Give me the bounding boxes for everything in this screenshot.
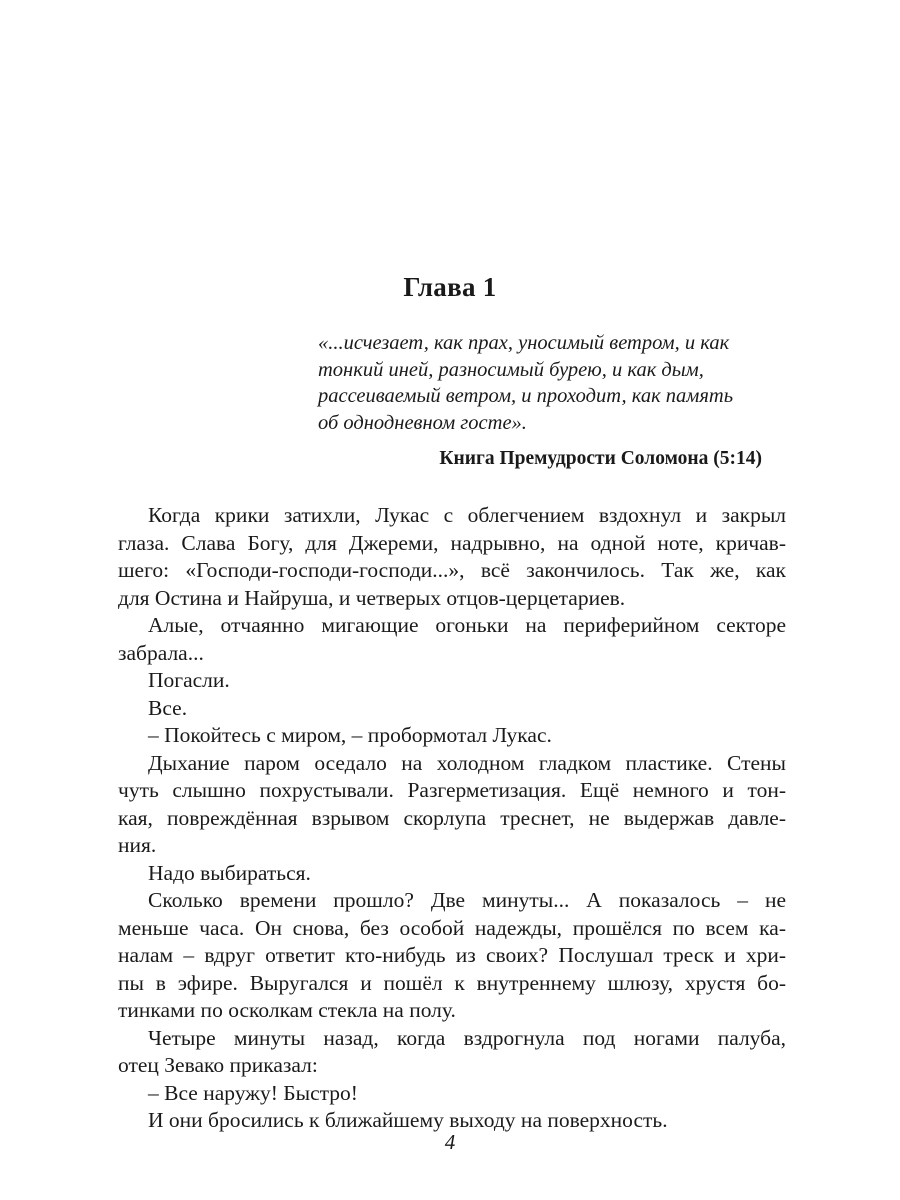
epigraph-line: тонкий иней, разносимый бурею, и как дым,: [318, 358, 704, 381]
text-line: – Все наружу! Быстро!: [148, 1080, 358, 1105]
text-line: Алые, отчаянно мигающие огоньки на периферийном секторе: [148, 613, 786, 637]
text-line: Погасли.: [148, 668, 230, 692]
epigraph-line: об однодневном госте».: [318, 411, 527, 434]
text-line: Дыхание паром оседало на холодном гладком пластике. Стены: [148, 750, 786, 775]
epigraph-line: рассеиваемый ветром, и проходит, как память: [318, 385, 734, 407]
text-line: И они бросились к ближайшему выходу на поверхность.: [148, 1108, 668, 1132]
epigraph: [318, 330, 788, 436]
text-line: отец Зевако приказал:: [118, 1053, 318, 1077]
text-line: Сколько времени прошло? Две минуты... А показалось – не: [148, 888, 786, 912]
text-line: тинками по осколкам стекла на полу.: [118, 998, 456, 1022]
epigraph-source: Книга Премудрости Соломона (5:14): [439, 448, 762, 469]
text-line: ния.: [118, 833, 157, 857]
text-line: пы в эфире. Выругался и пошёл к внутреннему шлюзу, хрустя бо-: [118, 970, 786, 995]
text-line: меньше часа. Он снова, без особой надежды, прошёлся по всем ка-: [118, 915, 786, 940]
text-line: налам – вдруг ответит кто-нибудь из своих? Послушал треск и хри-: [118, 943, 786, 967]
text-line: шего: «Господи-господи-господи...», всё закончилось. Так же, как: [118, 558, 786, 582]
text-line: чуть слышно похрустывали. Разгерметизация. Ещё немного и тон-: [118, 778, 786, 802]
text-line: Надо выбираться.: [148, 860, 311, 885]
text-line: кая, повреждённая взрывом скорлупа треснет, не выдержав давле-: [118, 805, 786, 830]
text-line: забрала...: [118, 640, 204, 665]
epigraph-line: «...исчезает, как прах, уносимый ветром, и как: [318, 332, 730, 354]
text-line: Четыре минуты назад, когда вздрогнула под ногами палуба,: [148, 1025, 786, 1050]
page-number: 4: [444, 1130, 456, 1154]
text-line: Когда крики затихли, Лукас с облегчением вздохнул и закрыл: [148, 503, 786, 527]
chapter-title: Глава 1: [403, 272, 497, 302]
text-line: – Покойтесь с миром, – пробормотал Лукас.: [148, 723, 552, 747]
text-line: глаза. Слава Богу, для Джереми, надрывно, на одной ноте, кричав-: [118, 530, 786, 555]
text-line: для Остина и Найруша, и четверых отцов-церцетариев.: [118, 585, 626, 610]
text-line: Все.: [148, 695, 188, 720]
body-text: [118, 502, 786, 1135]
